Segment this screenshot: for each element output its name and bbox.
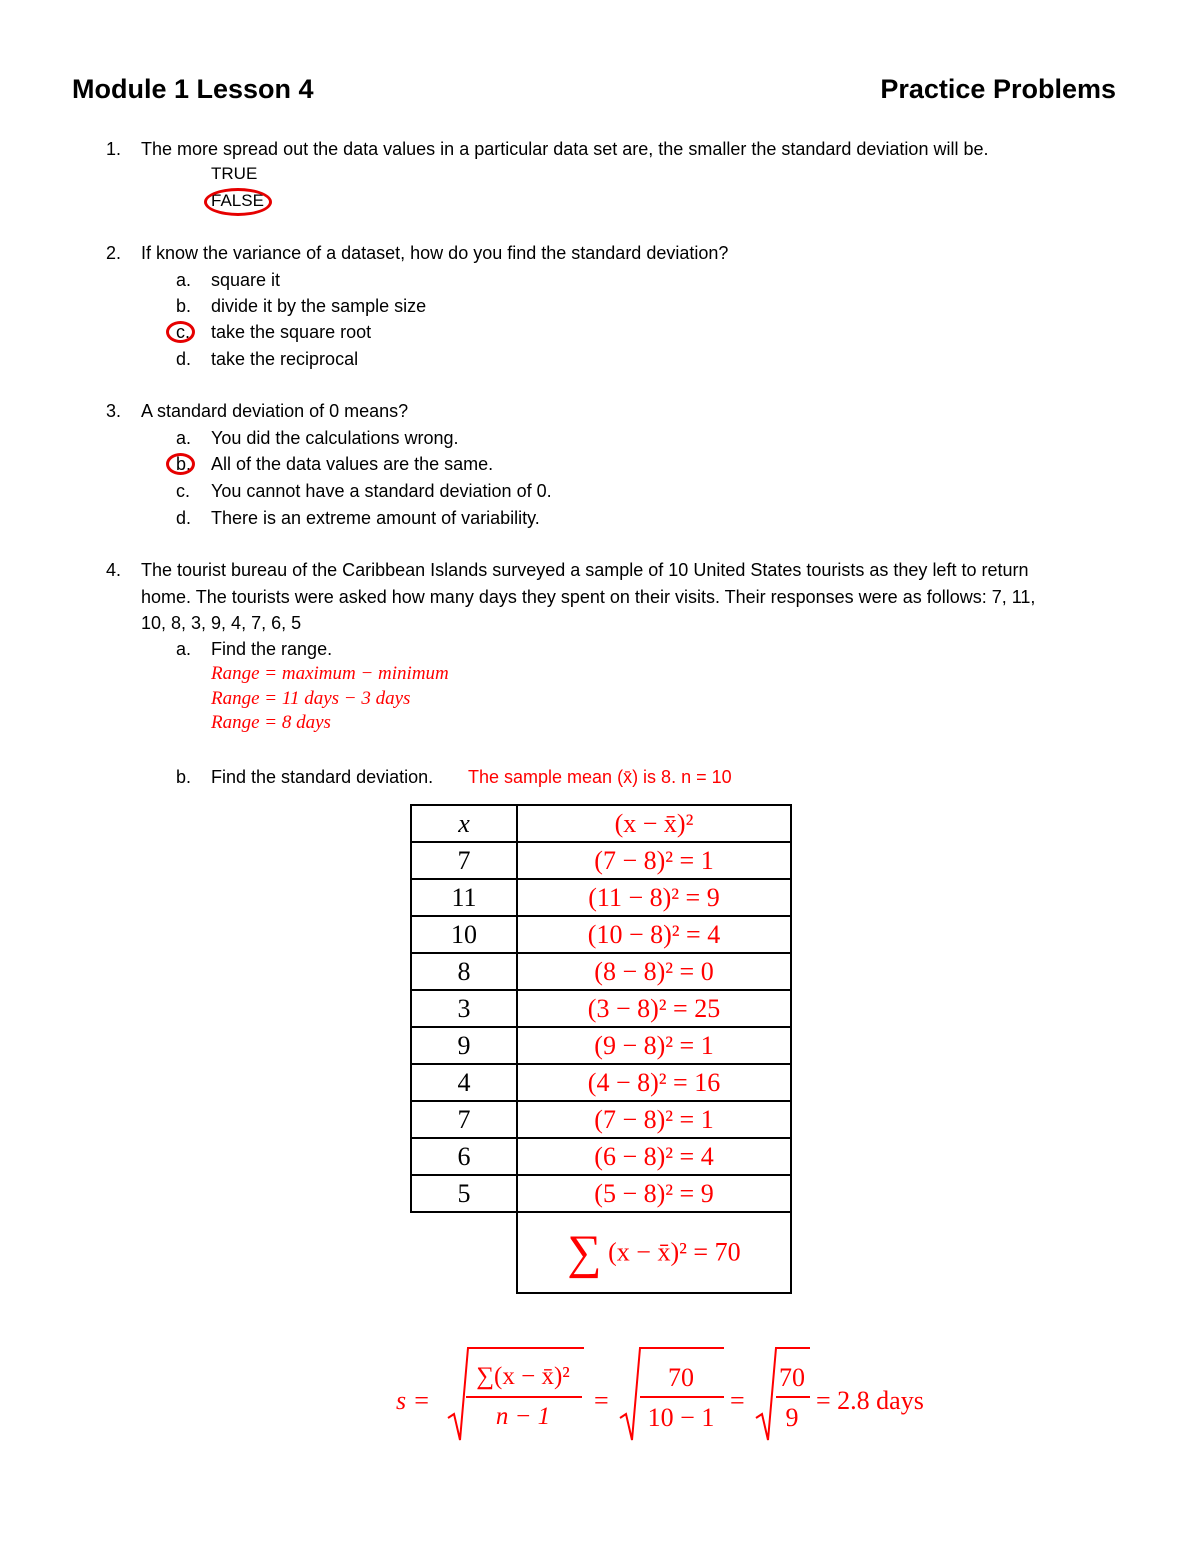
header-expr: (x − x̄)²	[517, 805, 791, 842]
cell-x: 7	[411, 1101, 517, 1138]
cell-expr: (9 − 8)² = 1	[517, 1027, 791, 1064]
sum-cell	[517, 1212, 791, 1293]
cell-expr: (7 − 8)² = 1	[517, 842, 791, 879]
fraction-2-bar	[640, 1396, 724, 1398]
cell-x: 7	[411, 842, 517, 879]
option-letter: a.	[176, 428, 192, 448]
fraction-2-numerator: 70	[668, 1363, 694, 1392]
fraction-3-bar	[776, 1396, 810, 1398]
option-text: take the reciprocal	[211, 349, 359, 369]
answer-circle	[204, 188, 272, 216]
fraction-1-denominator: n − 1	[495, 1403, 551, 1430]
option-letter: d.	[176, 349, 192, 369]
range-line: Range = maximum − minimum	[211, 663, 449, 684]
question-number: 4.	[106, 560, 122, 580]
sigma-symbol: ∑	[567, 1226, 602, 1279]
option-false: FALSE	[211, 191, 264, 210]
question-text: A standard deviation of 0 means?	[141, 401, 409, 421]
answer-circle	[166, 453, 195, 475]
equals-sign: =	[730, 1386, 745, 1415]
option-letter: c.	[176, 481, 191, 501]
fraction-1-bar	[466, 1396, 582, 1398]
question-text: home. The tourists were asked how many days they spent on their visits. Their responses were as follows: 7, 11,	[141, 587, 1036, 607]
part-text: Find the standard deviation.	[211, 767, 434, 787]
question-text: If know the variance of a dataset, how do you find the standard deviation?	[141, 243, 729, 263]
cell-x: 6	[411, 1138, 517, 1175]
fraction-2-denominator: 10 − 1	[647, 1403, 715, 1432]
option-text: There is an extreme amount of variability.	[211, 508, 540, 528]
option-text: divide it by the sample size	[211, 296, 427, 316]
cell-x: 3	[411, 990, 517, 1027]
option-letter: a.	[176, 270, 192, 290]
mean-note: The sample mean (x̄) is 8. n = 10	[468, 767, 732, 787]
option-text: You did the calculations wrong.	[211, 428, 459, 448]
cell-expr: (6 − 8)² = 4	[517, 1138, 791, 1175]
table-row	[411, 1175, 791, 1212]
table-header-row	[411, 805, 791, 842]
table-row	[411, 1101, 791, 1138]
part-text: Find the range.	[211, 639, 333, 659]
option-text: You cannot have a standard deviation of 0.	[211, 481, 552, 501]
option-letter: c.	[176, 322, 191, 342]
option-letter: b.	[176, 454, 192, 474]
option-letter: b.	[176, 296, 192, 316]
formula-lhs: s =	[396, 1386, 431, 1415]
option-text: square it	[211, 270, 281, 290]
table-row	[411, 953, 791, 990]
header-x: x	[411, 805, 517, 842]
table-row	[411, 879, 791, 916]
fraction-3-numerator: 70	[779, 1363, 805, 1392]
option-text: take the square root	[211, 322, 372, 342]
question-text: 10, 8, 3, 9, 4, 7, 6, 5	[141, 613, 302, 633]
cell-expr: (3 − 8)² = 25	[517, 990, 791, 1027]
range-line: Range = 11 days − 3 days	[211, 688, 411, 709]
table-sum-row	[411, 1212, 791, 1293]
table-row	[411, 1027, 791, 1064]
equals-sign: =	[594, 1386, 609, 1415]
cell-x: 9	[411, 1027, 517, 1064]
question-number: 2.	[106, 243, 122, 263]
part-letter: a.	[176, 639, 192, 659]
cell-x: 11	[411, 879, 517, 916]
answer-circle	[166, 321, 195, 343]
cell-x: 5	[411, 1175, 517, 1212]
fraction-3-denominator: 9	[785, 1403, 799, 1432]
table-row	[411, 916, 791, 953]
table-row	[411, 1138, 791, 1175]
cell-x: 10	[411, 916, 517, 953]
question-number: 1.	[106, 139, 122, 159]
option-true: TRUE	[211, 164, 258, 183]
option-letter: d.	[176, 508, 192, 528]
page-title: Module 1 Lesson 4	[72, 74, 314, 104]
table-row	[411, 990, 791, 1027]
sum-expr: (x − x̄)² = 70	[608, 1237, 741, 1267]
fraction-1-numerator: ∑(x − x̄)²	[476, 1363, 570, 1390]
cell-expr: (5 − 8)² = 9	[517, 1175, 791, 1212]
question-text: The more spread out the data values in a particular data set are, the smaller the standard deviation will be.	[141, 139, 989, 159]
deviation-table	[410, 804, 792, 1294]
range-line: Range = 8 days	[211, 712, 331, 733]
cell-expr: (10 − 8)² = 4	[517, 916, 791, 953]
page-subtitle: Practice Problems	[880, 74, 1116, 104]
table-row	[411, 842, 791, 879]
table-row	[411, 1064, 791, 1101]
cell-expr: (8 − 8)² = 0	[517, 953, 791, 990]
cell-x: 4	[411, 1064, 517, 1101]
part-letter: b.	[176, 767, 192, 787]
question-number: 3.	[106, 401, 122, 421]
question-text: The tourist bureau of the Caribbean Islands surveyed a sample of 10 United States tourists as they left to return	[141, 560, 1029, 580]
cell-expr: (7 − 8)² = 1	[517, 1101, 791, 1138]
cell-expr: (4 − 8)² = 16	[517, 1064, 791, 1101]
cell-expr: (11 − 8)² = 9	[517, 879, 791, 916]
cell-x: 8	[411, 953, 517, 990]
option-text: All of the data values are the same.	[211, 454, 494, 474]
formula-result: = 2.8 days	[816, 1386, 924, 1415]
